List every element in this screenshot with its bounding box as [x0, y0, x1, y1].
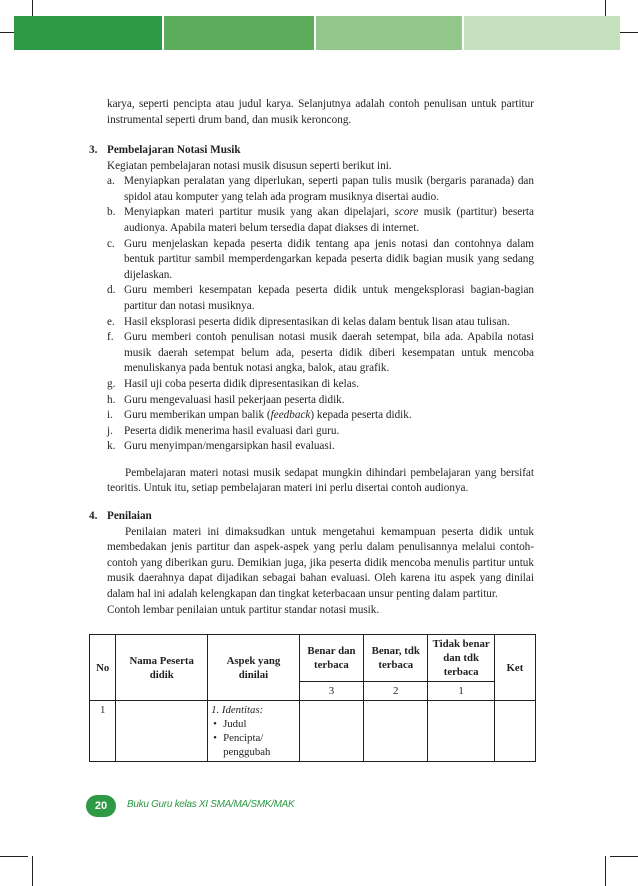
crop-mark — [32, 856, 33, 886]
list-label: a. — [107, 175, 115, 188]
section-3-closing: Pembelajaran materi notasi musik sedapat mungkin dihindari pembelajaran yang bersifat teoritis. Untuk itu, setiap pembelajaran materi ini perlu disertai contoh audionya. — [107, 466, 534, 495]
row-no: 1 — [90, 701, 116, 762]
aspek-title: 1. Identitas: — [211, 704, 264, 716]
list-text: ) kepada peserta didik. — [310, 409, 412, 422]
list-text: Peserta didik menerima hasil evaluasi dari guru. — [124, 424, 340, 437]
header-no: No — [90, 635, 116, 701]
list-item — [107, 377, 534, 393]
list-text: Guru menjelaskan kepada peserta didik tentang apa jenis notasi dan contohnya dalam bentuk partitur sambil memperdengarkan kepada peserta didik bagian musik yang sedang dijelaskan. — [124, 237, 534, 281]
aspek-item: • Pencipta/ penggubah — [223, 731, 296, 759]
list-text: Guru memberikan umpan balik ( — [124, 409, 271, 422]
list-text: Hasil eksplorasi peserta didik dipresentasikan di kelas dalam bentuk lisan atau tulisan. — [124, 315, 510, 328]
page-number: 20 — [86, 795, 116, 817]
list-label: h. — [107, 393, 116, 406]
aspek-item: • Judul — [223, 717, 296, 731]
list-label: g. — [107, 377, 116, 390]
row-cell — [428, 701, 494, 762]
row-cell — [494, 701, 535, 762]
book-title: Buku Guru kelas XI SMA/MA/SMK/MAK — [127, 799, 295, 810]
section-3-number: 3. — [89, 144, 98, 156]
intro-paragraph — [107, 97, 534, 128]
list-text: Guru menyimpan/mengarsipkan hasil evaluasi. — [124, 440, 335, 453]
crop-mark — [0, 856, 28, 857]
list-item — [107, 205, 534, 236]
assessment-table — [89, 634, 536, 762]
header-benar-terbaca: Benar dan terbaca — [299, 635, 363, 682]
section-3-list — [107, 174, 534, 455]
header-band-3 — [316, 16, 462, 50]
list-text: musik (partitur) beserta audionya. Apabila materi belum tersedia dapat diakses di internet. — [124, 206, 534, 234]
table-intro: Contoh lembar penilaian untuk partitur standar notasi musik. — [107, 603, 380, 616]
list-label: c. — [107, 237, 115, 250]
header-nama: Nama Peserta didik — [116, 635, 208, 701]
header-benar-tdk: Benar, tdk terbaca — [364, 635, 428, 682]
row-nama — [116, 701, 208, 762]
list-text: Guru memberi kesempatan kepada peserta didik untuk mengeksplorasi bagian-bagian partitur dan notasi musiknya. — [124, 284, 534, 312]
list-item — [107, 174, 534, 205]
score-3: 3 — [299, 682, 363, 701]
header-aspek: Aspek yang dinilai — [208, 635, 300, 701]
header-band-1 — [14, 16, 162, 50]
header-band-2 — [164, 16, 314, 50]
list-item — [107, 439, 534, 455]
score-2: 2 — [364, 682, 428, 701]
row-aspek — [208, 701, 300, 762]
list-item — [107, 283, 534, 314]
section-3-lead: Kegiatan pembelajaran notasi musik disusun seperti berikut ini. — [107, 159, 392, 172]
list-text: Menyiapkan peralatan yang diperlukan, seperti papan tulis musik (bergaris paranada) dan spidol atau komputer yang telah ada program musiknya disertai audio. — [124, 175, 534, 203]
list-item — [107, 237, 534, 284]
list-text: Guru memberi contoh penulisan notasi musik daerah setempat, bila ada. Apabila notasi musik daerah setempat belum ada, peserta didik diberi kesempatan untuk mencoba menuliskanya pada bentuk notasi angka, balok, atau grafik. — [124, 331, 534, 375]
list-label: k. — [107, 440, 116, 453]
section-4 — [90, 509, 534, 618]
score-1: 1 — [428, 682, 494, 701]
list-label: i. — [107, 409, 113, 422]
list-label: f. — [107, 331, 114, 344]
list-text-emphasis: score — [394, 206, 419, 219]
row-cell — [299, 701, 363, 762]
list-item — [107, 408, 534, 424]
list-label: j. — [107, 424, 113, 437]
header-band-4 — [464, 16, 620, 50]
list-text: Guru mengevaluasi hasil pekerjaan peserta didik. — [124, 393, 345, 406]
section-3-title: Pembelajaran Notasi Musik — [107, 144, 241, 156]
list-text: Hasil uji coba peserta didik dipresentasikan di kelas. — [124, 377, 359, 390]
list-item — [107, 424, 534, 440]
list-label: d. — [107, 284, 116, 297]
crop-mark — [610, 856, 638, 857]
section-4-title: Penilaian — [107, 510, 152, 522]
list-item — [107, 393, 534, 409]
header-tidak: Tidak benar dan tdk terbaca — [428, 635, 494, 682]
section-3 — [90, 143, 534, 497]
crop-mark — [605, 856, 606, 886]
aspek-list — [211, 717, 296, 759]
section-4-number: 4. — [89, 510, 98, 522]
section-4-paragraph: Penilaian materi ini dimaksudkan untuk mengetahui kemampuan peserta didik untuk membedakan jenis partitur dan aspek-aspek yang perlu dalam penulisannya melalui contoh-contoh yang diberikan guru. Demikian juga, jika peserta didik mencoba menulis partitur untuk musik daerahnya dapat dijadikan sebagai bahan evaluasi. Oleh karena itu aspek yang dinilai dalam hal ini adalah kelengkapan dan tingkat keterbacaan unsur penting dalam partitur. — [107, 525, 534, 600]
header-ket: Ket — [494, 635, 535, 701]
list-label: e. — [107, 315, 115, 328]
list-label: b. — [107, 206, 116, 219]
row-cell — [364, 701, 428, 762]
table-row — [90, 701, 536, 762]
list-text: Menyiapkan materi partitur musik yang akan dipelajari, — [124, 206, 395, 219]
list-text-emphasis: feedback — [270, 409, 311, 422]
list-item — [107, 330, 534, 377]
intro-text: karya, seperti pencipta atau judul karya. Selanjutnya adalah contoh penulisan untuk partitur instrumental seperti drum band, dan musik keroncong. — [107, 98, 534, 126]
list-item — [107, 315, 534, 331]
